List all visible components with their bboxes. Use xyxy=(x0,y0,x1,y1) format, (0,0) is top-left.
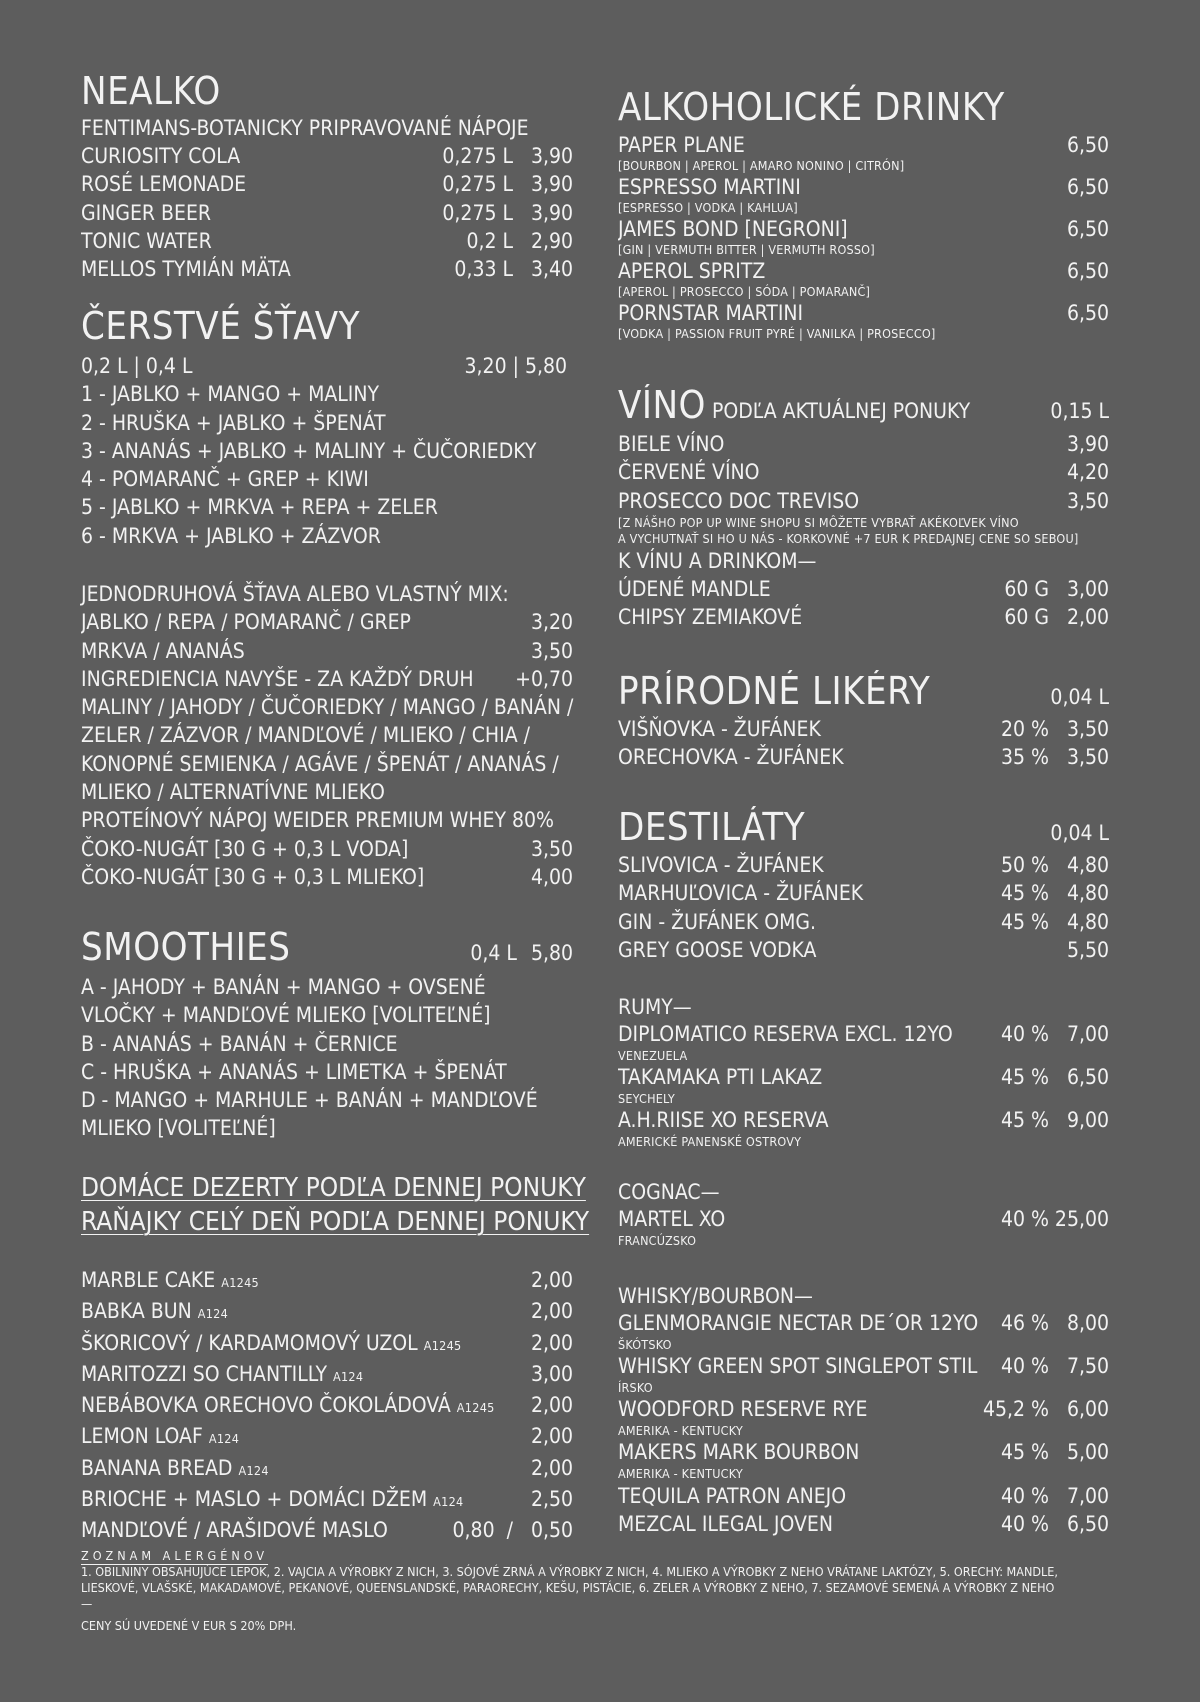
item-origin: AMERIKA - KENTUCKY xyxy=(618,1466,743,1482)
item-name: GREY GOOSE VODKA xyxy=(618,937,817,962)
item-name: LEMON LOAF xyxy=(81,1424,203,1449)
item-price: 6,50 xyxy=(1066,1512,1109,1537)
item-price: 3,00 xyxy=(1066,577,1109,602)
item-name: SLIVOVICA - ŽUFÁNEK xyxy=(618,853,824,877)
item-name: ÚDENÉ MANDLE xyxy=(618,577,771,602)
allergen-dash: — xyxy=(81,1596,93,1611)
item-origin: VENEZUELA xyxy=(618,1048,688,1064)
protein-item xyxy=(81,835,573,863)
item-price: 25,00 xyxy=(1054,1207,1109,1232)
item-name: PAPER PLANE xyxy=(618,133,745,157)
item-abv: 45 % xyxy=(1001,1440,1049,1465)
item-price: 2,00 xyxy=(530,1455,573,1480)
allergen-tag: A124 xyxy=(238,1462,269,1478)
likery-title: PRÍRODNÉ LIKÉRY xyxy=(618,670,931,712)
whisky-item xyxy=(618,1439,1109,1482)
stavy-item: 4 - POMARANČ + GREP + KIWI xyxy=(81,467,369,492)
item-price: 2,90 xyxy=(530,228,573,253)
item-price: 2,00 xyxy=(530,1424,573,1449)
item-abv: 40 % xyxy=(1001,1022,1049,1047)
item-name: GIN - ŽUFÁNEK OMG. xyxy=(618,909,817,934)
item-price: 3,20 xyxy=(530,610,573,635)
likery-list xyxy=(618,715,1109,772)
whisky-item xyxy=(618,1510,1109,1538)
alko-item xyxy=(618,258,1109,300)
allergen-tag: A124 xyxy=(197,1306,229,1322)
vat-note: CENY SÚ UVEDENÉ V EUR S 20% DPH. xyxy=(81,1618,297,1633)
stavy-prices: 3,20 | 5,80 xyxy=(464,354,567,378)
item-name: MRKVA / ANANÁS xyxy=(81,638,245,663)
alko-list xyxy=(618,132,1109,342)
item-price: 3,90 xyxy=(530,200,573,225)
allergen-title: ZOZNAM ALERGÉNOV xyxy=(81,1548,269,1563)
item-abv: 45 % xyxy=(1001,1108,1049,1133)
item-name: CURIOSITY COLA xyxy=(81,144,241,168)
item-abv: 40 % xyxy=(1001,1354,1049,1379)
allergen-tag: A1245 xyxy=(456,1400,495,1416)
item-origin: AMERIKA - KENTUCKY xyxy=(618,1423,743,1439)
item-price: 3,90 xyxy=(530,144,573,168)
liker-item xyxy=(618,715,1109,743)
item-name: CHIPSY ZEMIAKOVÉ xyxy=(618,605,803,630)
item-price: 6,50 xyxy=(1066,259,1109,283)
item-price: 3,50 xyxy=(1066,717,1109,741)
item-price: +0,70 xyxy=(515,666,573,691)
item-origin: ÍRSKO xyxy=(618,1380,653,1396)
ingredients-line: KONOPNÉ SEMIENKA / AGÁVE / ŠPENÁT / ANANÁS / xyxy=(81,751,559,776)
allergen-tag: A124 xyxy=(332,1368,364,1384)
vino-note: A VYCHUTNAŤ SI HO U NÁS - KORKOVNÉ +7 EUR K PREDAJNEJ CENE SO SEBOU] xyxy=(618,530,1079,546)
mix-list xyxy=(81,580,573,891)
item-name: ORECHOVKA - ŽUFÁNEK xyxy=(618,745,844,770)
smoothie-line: MLIEKO [VOLITEĽNÉ] xyxy=(81,1116,276,1141)
item-name: GINGER BEER xyxy=(81,200,211,225)
item-name: NEBÁBOVKA ORECHOVO ČOKOLÁDOVÁ xyxy=(81,1393,451,1418)
stavy-item: 6 - MRKVA + JABLKO + ZÁZVOR xyxy=(81,523,381,548)
smoothies-title: SMOOTHIES xyxy=(81,926,291,968)
rumy-title: RUMY— xyxy=(618,995,692,1019)
dezerty-list xyxy=(81,1266,573,1545)
nealko-item xyxy=(81,227,573,255)
stavy-size-row xyxy=(81,352,567,380)
item-size: 0,275 L xyxy=(442,144,513,168)
dezert-item xyxy=(81,1297,573,1328)
smoothie-line: B - ANANÁS + BANÁN + ČERNICE xyxy=(81,1031,398,1056)
allergen-footer xyxy=(81,1548,1121,1634)
ingredients-line: ZELER / ZÁZVOR / MANDĽOVÉ / MLIEKO / CHIA / xyxy=(81,723,530,748)
stavy-item: 3 - ANANÁS + JABLKO + MALINY + ČUČORIEDKY xyxy=(81,438,537,463)
smoothies-price: 5,80 xyxy=(530,941,573,965)
item-price: 6,50 xyxy=(1066,301,1109,325)
item-price: 0,80 / 0,50 xyxy=(452,1518,573,1543)
item-name: MARBLE CAKE xyxy=(81,1268,216,1292)
dezerty-line-1: DOMÁCE DEZERTY PODĽA DENNEJ PONUKY xyxy=(81,1173,586,1203)
mix-item xyxy=(81,637,573,665)
allergen-tag: A1245 xyxy=(221,1275,260,1290)
item-name: ČOKO-NUGÁT [30 G + 0,3 L VODA] xyxy=(81,836,409,861)
item-name: TEQUILA PATRON ANEJO xyxy=(618,1484,847,1509)
destilaty-title: DESTILÁTY xyxy=(618,806,806,848)
nealko-subtitle: FENTIMANS-BOTANICKY PRIPRAVOVANÉ NÁPOJE xyxy=(81,116,529,140)
dezert-item xyxy=(81,1516,573,1544)
item-abv: 35 % xyxy=(1001,745,1049,770)
ingredients-line: MALINY / JAHODY / ČUČORIEDKY / MANGO / BANÁN / xyxy=(81,695,574,720)
stavy-sizes: 0,2 L | 0,4 L xyxy=(81,354,193,378)
item-origin: ŠKÓTSKO xyxy=(618,1337,672,1353)
mix-title: JEDNODRUHOVÁ ŠŤAVA ALEBO VLASTNÝ MIX: xyxy=(81,582,509,606)
item-price: 7,00 xyxy=(1066,1022,1109,1047)
whisky-list xyxy=(618,1282,1109,1538)
item-price: 7,50 xyxy=(1066,1354,1109,1379)
item-name: DIPLOMATICO RESERVA EXCL. 12YO xyxy=(618,1022,953,1047)
item-ingredients: [VODKA | PASSION FRUIT PYRÉ | VANILKA | PROSECCO] xyxy=(618,326,936,341)
item-name: BABKA BUN xyxy=(81,1299,192,1324)
whisky-item xyxy=(618,1310,1109,1353)
item-price: 3,50 xyxy=(530,836,573,861)
vino-subtitle: PODĽA AKTUÁLNEJ PONUKY xyxy=(711,399,971,423)
stavy-item: 1 - JABLKO + MANGO + MALINY xyxy=(81,382,380,407)
smoothie-line: C - HRUŠKA + ANANÁS + LIMETKA + ŠPENÁT xyxy=(81,1059,507,1084)
allergen-tag: A124 xyxy=(208,1431,240,1447)
item-price: 3,90 xyxy=(1066,432,1109,456)
destilaty-list xyxy=(618,851,1109,964)
alko-title: ALKOHOLICKÉ DRINKY xyxy=(618,85,1005,129)
item-price: 8,00 xyxy=(1066,1311,1109,1336)
alko-item xyxy=(618,174,1109,216)
item-ingredients: [BOURBON | APEROL | AMARO NONINO | CITRÓN] xyxy=(618,158,905,173)
vino-header xyxy=(618,384,1109,426)
whisky-item xyxy=(618,1482,1109,1510)
item-name: ROSÉ LEMONADE xyxy=(81,172,247,197)
item-size: 0,275 L xyxy=(442,172,513,197)
item-size: 0,33 L xyxy=(454,257,513,282)
nealko-item xyxy=(81,142,573,170)
destilat-item xyxy=(618,908,1109,936)
item-price: 4,00 xyxy=(530,864,573,889)
item-abv: 45 % xyxy=(1001,881,1049,906)
dezert-item xyxy=(81,1391,573,1422)
item-abv: 40 % xyxy=(1001,1207,1049,1232)
vino-size: 0,15 L xyxy=(1050,399,1109,423)
liker-item xyxy=(618,743,1109,771)
stavy-title: ČERSTVÉ ŠŤAVY xyxy=(81,304,360,348)
cognac-title: COGNAC— xyxy=(618,1180,720,1204)
alko-item xyxy=(618,300,1109,342)
nealko-list xyxy=(81,142,573,283)
item-name: APEROL SPRITZ xyxy=(618,259,766,283)
item-price: 3,50 xyxy=(530,638,573,663)
alko-item xyxy=(618,216,1109,258)
nealko-title: NEALKO xyxy=(81,69,221,113)
smoothies-list xyxy=(81,973,538,1143)
dezert-item xyxy=(81,1422,573,1453)
item-price: 4,20 xyxy=(1066,460,1109,485)
item-price: 2,00 xyxy=(530,1393,573,1418)
cognac-list xyxy=(618,1178,1109,1249)
item-name: VIŠŇOVKA - ŽUFÁNEK xyxy=(618,717,821,741)
rum-item xyxy=(618,1021,1109,1064)
dezert-item xyxy=(81,1485,573,1516)
item-price: 6,50 xyxy=(1066,175,1109,199)
likery-header xyxy=(618,670,1109,712)
item-abv: 46 % xyxy=(1001,1311,1049,1336)
item-abv: 40 % xyxy=(1001,1484,1049,1509)
item-name: INGREDIENCIA NAVYŠE - ZA KAŽDÝ DRUH xyxy=(81,666,474,691)
item-name: PORNSTAR MARTINI xyxy=(618,301,804,325)
item-price: 9,00 xyxy=(1066,1108,1109,1133)
item-price: 4,80 xyxy=(1066,909,1109,934)
destilat-item xyxy=(618,936,1109,964)
destilaty-header xyxy=(618,806,1109,848)
item-name: BIELE VÍNO xyxy=(618,432,725,456)
item-name: TONIC WATER xyxy=(81,228,212,253)
dezerty-line-2: RAŇAJKY CELÝ DEŇ PODĽA DENNEJ PONUKY xyxy=(81,1207,590,1237)
item-price: 6,50 xyxy=(1066,217,1109,241)
smoothies-header xyxy=(81,926,573,968)
smoothie-line: D - MANGO + MARHULE + BANÁN + MANDĽOVÉ xyxy=(81,1088,538,1113)
nealko-item xyxy=(81,170,573,198)
vino-note: [Z NÁŠHO POP UP WINE SHOPU SI MÔŽETE VYBRAŤ AKÉKOĽVEK VÍNO xyxy=(618,514,1019,530)
item-name: MARITOZZI SO CHANTILLY xyxy=(81,1361,327,1386)
snack-item xyxy=(618,603,1109,631)
item-ingredients: [ESPRESSO | VODKA | KAHLUA] xyxy=(618,200,798,215)
dezert-item xyxy=(81,1454,573,1485)
smoothies-size: 0,4 L xyxy=(470,941,517,965)
item-price: 2,00 xyxy=(530,1299,573,1324)
vino-list xyxy=(618,430,1109,632)
item-weight: 60 G xyxy=(1004,605,1049,630)
item-name: MARHUĽOVICA - ŽUFÁNEK xyxy=(618,881,864,906)
snack-title: K VÍNU A DRINKOM— xyxy=(618,548,817,573)
item-ingredients: [APEROL | PROSECCO | SÓDA | POMARANČ] xyxy=(618,284,871,299)
vino-item xyxy=(618,487,1109,515)
stavy-item: 5 - JABLKO + MRKVA + REPA + ZELER xyxy=(81,495,438,520)
item-name: JABLKO / REPA / POMARANČ / GREP xyxy=(81,610,411,635)
item-name: JAMES BOND [NEGRONI] xyxy=(618,217,848,241)
item-price: 4,80 xyxy=(1066,881,1109,906)
item-abv: 45 % xyxy=(1001,909,1049,934)
item-price: 6,50 xyxy=(1066,133,1109,157)
item-name: WHISKY GREEN SPOT SINGLEPOT STIL xyxy=(618,1354,978,1379)
item-name: MAKERS MARK BOURBON xyxy=(618,1440,860,1465)
likery-size: 0,04 L xyxy=(1050,685,1109,709)
item-origin: SEYCHELY xyxy=(618,1091,675,1107)
item-price: 6,00 xyxy=(1066,1397,1109,1422)
item-price: 5,00 xyxy=(1066,1440,1109,1465)
dezert-item xyxy=(81,1266,573,1297)
allergen-tag: A124 xyxy=(433,1494,464,1510)
item-name: BRIOCHE + MASLO + DOMÁCI DŽEM xyxy=(81,1487,428,1512)
cognac-item xyxy=(618,1206,1109,1249)
item-ingredients: [GIN | VERMUTH BITTER | VERMUTH ROSSO] xyxy=(618,242,875,257)
destilaty-size: 0,04 L xyxy=(1050,821,1109,845)
item-name: ČERVENÉ VÍNO xyxy=(618,460,760,485)
alko-item xyxy=(618,132,1109,174)
item-weight: 60 G xyxy=(1004,577,1049,602)
snack-item xyxy=(618,575,1109,603)
item-name: MELLOS TYMIÁN MÄTA xyxy=(81,257,291,282)
item-abv: 45,2 % xyxy=(982,1397,1049,1422)
item-price: 3,40 xyxy=(530,257,573,282)
whisky-title: WHISKY/BOURBON— xyxy=(618,1284,813,1308)
whisky-item xyxy=(618,1396,1109,1439)
item-price: 3,00 xyxy=(530,1361,573,1386)
item-origin: FRANCÚZSKO xyxy=(618,1233,697,1249)
item-name: MANDĽOVÉ / ARAŠIDOVÉ MASLO xyxy=(81,1518,388,1543)
vino-item xyxy=(618,458,1109,486)
item-name: PROSECCO DOC TREVISO xyxy=(618,488,860,513)
item-price: 6,50 xyxy=(1066,1065,1109,1090)
item-name: MEZCAL ILEGAL JOVEN xyxy=(618,1512,833,1537)
whisky-item xyxy=(618,1353,1109,1396)
rum-item xyxy=(618,1064,1109,1107)
item-price: 2,00 xyxy=(530,1330,573,1355)
protein-item xyxy=(81,863,573,891)
stavy-item: 2 - HRUŠKA + JABLKO + ŠPENÁT xyxy=(81,410,386,435)
nealko-item xyxy=(81,255,573,283)
item-price: 5,50 xyxy=(1066,937,1109,962)
mix-item xyxy=(81,665,573,693)
item-origin: AMERICKÉ PANENSKÉ OSTROVY xyxy=(618,1134,802,1150)
smoothie-line: VLOČKY + MANDĽOVÉ MLIEKO [VOLITEĽNÉ] xyxy=(81,1003,491,1028)
item-abv: 20 % xyxy=(1001,717,1049,741)
item-abv: 45 % xyxy=(1001,1065,1049,1090)
item-abv: 40 % xyxy=(1001,1512,1049,1537)
item-name: ŠKORICOVÝ / KARDAMOMOVÝ UZOL xyxy=(81,1330,418,1355)
item-price: 2,00 xyxy=(1066,605,1109,630)
item-price: 4,80 xyxy=(1066,853,1109,877)
destilat-item xyxy=(618,851,1109,879)
item-price: 3,90 xyxy=(530,172,573,197)
allergen-tag: A1245 xyxy=(423,1337,462,1353)
item-price: 3,50 xyxy=(1066,488,1109,513)
item-name: ČOKO-NUGÁT [30 G + 0,3 L MLIEKO] xyxy=(81,864,425,889)
mix-item xyxy=(81,608,573,636)
item-price: 2,50 xyxy=(530,1487,573,1512)
smoothie-line: A - JAHODY + BANÁN + MANGO + OVSENÉ xyxy=(81,975,486,999)
item-name: ESPRESSO MARTINI xyxy=(618,175,801,199)
nealko-item xyxy=(81,199,573,227)
item-size: 0,275 L xyxy=(442,200,513,225)
rumy-list xyxy=(618,993,1109,1150)
item-size: 0,2 L xyxy=(466,228,513,253)
item-name: TAKAMAKA PTI LAKAZ xyxy=(618,1065,823,1090)
dezert-item xyxy=(81,1329,573,1360)
dezert-item xyxy=(81,1360,573,1391)
destilat-item xyxy=(618,879,1109,907)
allergen-line: LIESKOVÉ, VLAŠSKÉ, MAKADAMOVÉ, PEKANOVÉ, QUEENSLANDSKÉ, PARAORECHY, KEŠU, PISTÁCIE, 6. ZELER A VÝROBKY Z NEHO, 7. SEZAMOVÉ SEMENÁ A VÝROBKY Z NEHO xyxy=(81,1580,1055,1595)
vino-item xyxy=(618,430,1109,458)
rum-item xyxy=(618,1107,1109,1150)
item-price: 7,00 xyxy=(1066,1484,1109,1509)
ingredients-line: MLIEKO / ALTERNATÍVNE MLIEKO xyxy=(81,780,385,805)
item-name: WOODFORD RESERVE RYE xyxy=(618,1397,868,1422)
item-price: 2,00 xyxy=(530,1268,573,1292)
allergen-line: 1. OBILNINY OBSAHUJÚCE LEPOK, 2. VAJCIA A VÝROBKY Z NICH, 3. SÓJOVÉ ZRNÁ A VÝROBKY Z NICH, 4. MLIEKO A VÝROBKY Z NEHO VRÁTANE LAKTÓZY, 5. ORECHY: MANDLE, xyxy=(81,1564,1058,1579)
item-name: MARTEL XO xyxy=(618,1207,726,1232)
item-name: GLENMORANGIE NECTAR DE´OR 12YO xyxy=(618,1311,979,1336)
stavy-list xyxy=(81,352,567,550)
vino-title: VÍNO xyxy=(618,384,706,426)
item-name: BANANA BREAD xyxy=(81,1455,233,1480)
item-name: A.H.RIISE XO RESERVA xyxy=(618,1108,829,1133)
item-price: 3,50 xyxy=(1066,745,1109,770)
protein-title: PROTEÍNOVÝ NÁPOJ WEIDER PREMIUM WHEY 80% xyxy=(81,808,554,833)
item-abv: 50 % xyxy=(1001,853,1049,877)
